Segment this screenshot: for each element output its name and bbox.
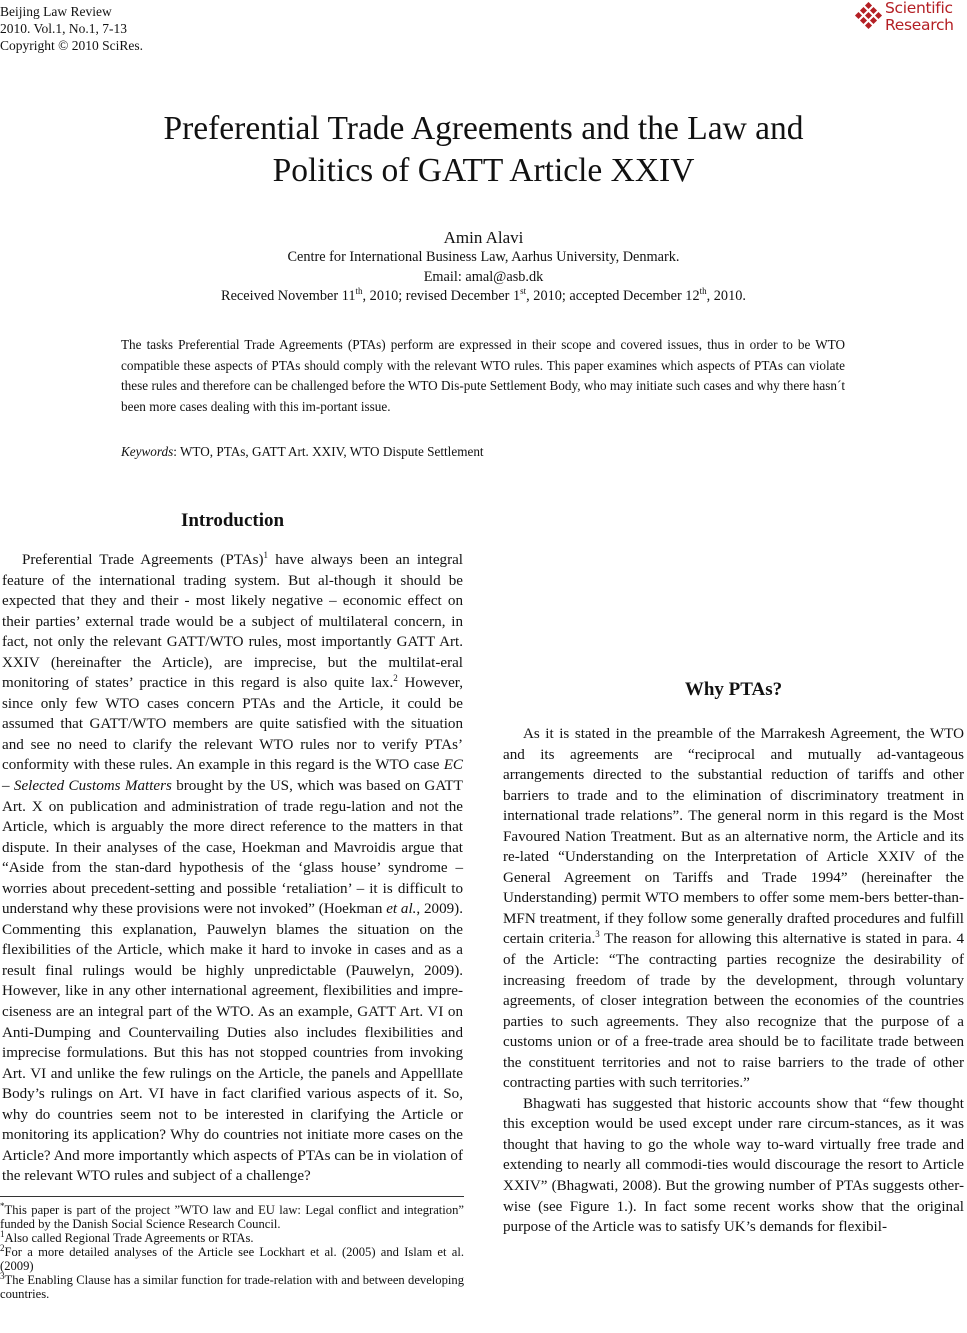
left-column — [2, 509, 463, 1187]
paper-title: Preferential Trade Agreements and the Law and Politics of GATT Article XXIV — [163, 110, 804, 189]
author-affiliation: Centre for International Business Law, Aarhus University, Denmark. — [287, 249, 680, 265]
journal-volume: 2010. Vol.1, No.1, 7-13 — [0, 21, 128, 36]
paragraph: Preferential Trade Agreements (PTAs)$^1$ have always been an integral feature of the international trading system. But al-though it should be expected that they and their - most likely negative – economic effect on their parties’ external trade would be a subject of multilateral concern, in fact, not only the relevant GATT/WTO rules, most importantly GATT Art. XXIV (hereinafter the Article), are imprecise, but the multilat-eral monitoring of states’ practice in this regard is also quite lax.$^2$ However, since only few WTO cases concern PTAs and the Article, it could be assumed that GATT/WTO members are quite satisfied with the situation and see no need to clarify the relevant WTO rules nor to verify PTAs’ conformity with these rules. An example in this regard is the WTO case EC – Selected Customs Matters brought by the US, which was based on GATT Art. X on publication and administration of trade regu-lation and not the Article, which is arguably the more direct reference to the matters in that dispute. In their analyses of the case, Hoekman and Mavroidis argue that “Aside from the stan-dard hypothesis of the ‘glass house’ syndrome – worries about precedent-setting and possible ‘retaliation’ – it is difficult to understand why these provisions were not invoked” (Hoekman et al., 2009). Commenting this explanation, Pauwelyn blames the situation on the flexibilities of the Article, which make it hard to invoke in cases and as a result final rulings would be highly unpredictable (Pauwelyn, 2009). However, like in any other international agreement, flexibilities and impre-ciseness are an integral part of the WTO. As an example, GATT Art. VI on Anti-Dumping and Countervailing Duties also includes flexibilities and imprecise formulations. But this has not stopped countries from invoking Art. VI and unlike the few rulings on the Article, the panels and Appelllate Body’s rulings on Art. VI have in fact clarified various aspects of it. So, why do countries seem not to be interested in clarifying the Article or monitoring its application? Why do countries not initiate more cases on the Article? And more importantly which aspects of PTAs can be in violation of the relevant WTO rules and subject of a challenge? — [2, 549, 464, 1185]
author-email: Email: amal@asb.dk — [423, 269, 544, 285]
abstract: The tasks Preferential Trade Agreements (PTAs) perform are expressed in their scope and covered issues, thus in order to be WTO compatible these aspects of PTAs should comply with the relevant WTO rules. This paper examines which aspects of PTAs can violate these rules and therefore can be challenged before the WTO Dis-pute Settlement Body, who may initiate such cases and why there hasn´t been more cases dealing with this im-portant issue. — [121, 337, 845, 414]
right-column — [503, 512, 964, 1332]
footnotes — [0, 1196, 464, 1301]
publisher-logo — [853, 0, 963, 42]
journal-copyright: Copyright © 2010 SciRes. — [0, 38, 144, 53]
footnote: $^2$For a more detailed analyses of the Article see Lockhart et al. (2005) and Islam et al. (2009) — [0, 1242, 464, 1273]
journal-name: Beijing Law Review — [0, 4, 112, 19]
footnote: *This paper is part of the project ”WTO law and EU law: Legal conflict and integration” funded by the Danish Social Science Research Council. — [0, 1200, 464, 1231]
journal-header — [0, 3, 143, 54]
received-dates: Received November 11th, 2010; revised December 1st, 2010; accepted December 12th, 2010. — [221, 286, 746, 304]
paragraph: Bhagwati has suggested that historic accounts show that “few thought this exception would be used except under rare circum-stances, as it was thought that having to go the whole way to-ward virtually free trade and extending to nearly all commodi-ties would discourage the resort to Article XXIV” (Bhagwati, 2008). But the growing number of PTAs suggests other-wise (see Figure 1.). In fact some recent works show that the original purpose of the Article was to satisfy UK’s demands for flexibil- — [503, 1095, 964, 1236]
keywords: Keywords: WTO, PTAs, GATT Art. XXIV, WTO Dispute Settlement — [121, 444, 484, 459]
section-heading-why-ptas: Why PTAs? — [684, 679, 783, 700]
publisher-line1: Scientific — [885, 0, 953, 17]
footnote: $^1$Also called Regional Trade Agreements or RTAs. — [0, 1228, 254, 1245]
paragraph: As it is stated in the preamble of the Marrakesh Agreement, the WTO and its agreements are “reciprocal and mutually ad-vantageous arrangements directed to the substantial reduction of tariffs and other barriers to trade and to the elimination of discriminatory treatment in international trade relations”. The general norm in this regard is the Most Favoured Nation Treatment. But as an alternative norm, the Article and its re-lated “Understanding on the Interpretation of Article XXIV of the General Agreement on Tariffs and Trade 1994” (hereinafter the Understanding) permit WTO members to offer some mem-bers better-than-MFN treatment, if they follow some generally drafted procedures and fulfill certain criteria.$^3$ The reason for allowing this alternative is stated in para. 4 of the Article: “The contracting parties recognize the desirability of increasing freedom of trade by the development, through voluntary agreements, of closer integration between the economies of the countries parties to such agreements. They also recognize that the purpose of a customs union or of a free-trade area should be to facilitate trade between the constituent territories and not to raise barriers to the trade of other contracting parties with such territories.” — [503, 726, 964, 1092]
author-name: Amin Alavi — [443, 228, 524, 247]
section-heading-introduction: Introduction — [180, 510, 285, 531]
publisher-line2: Research — [885, 16, 954, 34]
footnote: $^3$The Enabling Clause has a similar function for trade-relation with and between developing countries. — [0, 1270, 464, 1301]
publisher-diamond-icon — [853, 2, 887, 36]
